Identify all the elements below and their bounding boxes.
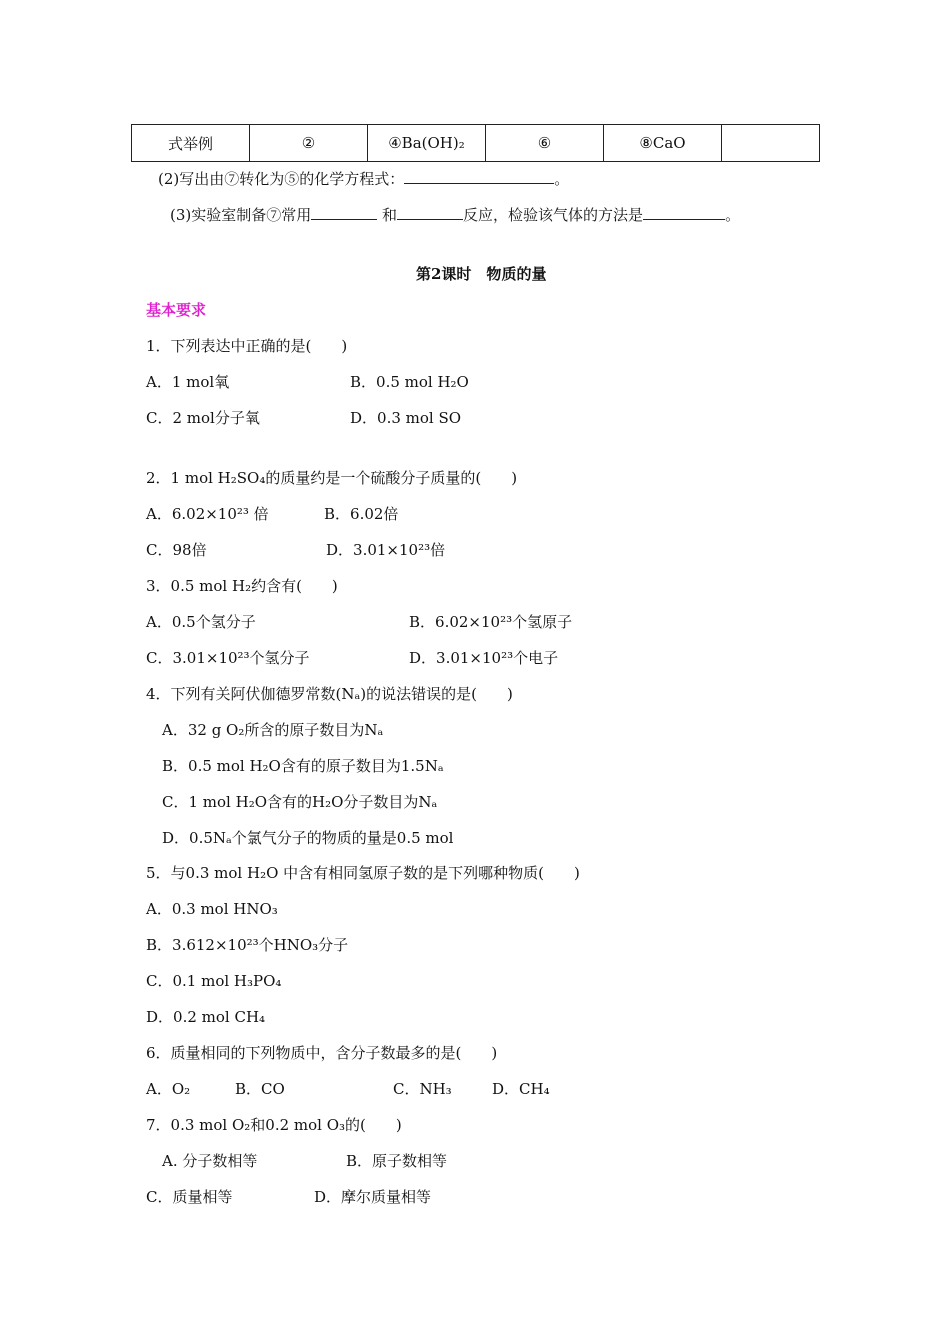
question-stem: 3．0.5 mol H₂约含有( ) (146, 577, 338, 595)
option-a: A．6.02×10²³ 倍 (146, 505, 269, 523)
option-d: D．0.3 mol SO (350, 409, 462, 427)
option-c: C．3.01×10²³个氢分子 (146, 649, 310, 667)
question-stem: 6．质量相同的下列物质中，含分子数最多的是( ) (146, 1044, 498, 1062)
answer-blank[interactable] (397, 204, 463, 220)
answer-blank[interactable] (404, 168, 554, 184)
table-cell (722, 125, 820, 162)
lesson-title: 第2课时 物质的量 (416, 265, 547, 283)
option-c: C．1 mol H₂O含有的H₂O分子数目为Nₐ (162, 793, 438, 811)
question-3-lab-prep: (3)实验室制备⑦常用 和 反应，检验该气体的方法是 。 (170, 206, 741, 224)
question-stem: 5．与0.3 mol H₂O 中含有相同氢原子数的是下列哪种物质( ) (146, 864, 580, 882)
option-b: B．0.5 mol H₂O (350, 373, 469, 391)
question-text: (2)写出由⑦转化为⑤的化学方程式： (158, 170, 405, 188)
option-d: D．0.2 mol CH₄ (146, 1008, 266, 1026)
option-c: C．NH₃ (393, 1080, 452, 1098)
option-a: A．32 g O₂所含的原子数目为Nₐ (162, 721, 384, 739)
option-b: B．0.5 mol H₂O含有的原子数目为1.5Nₐ (162, 757, 444, 775)
section-heading: 基本要求 (146, 301, 207, 319)
question-stem: 4．下列有关阿伏伽德罗常数(Nₐ)的说法错误的是( ) (146, 685, 513, 703)
table-row (132, 125, 820, 162)
table-cell: 式举例 (132, 125, 250, 162)
option-c: C．质量相等 (146, 1188, 233, 1206)
answer-blank[interactable] (643, 204, 725, 220)
table-cell: ④Ba(OH)₂ (368, 125, 486, 162)
option-d: D．3.01×10²³倍 (326, 541, 446, 559)
option-d: D．0.5Nₐ个氯气分子的物质的量是0.5 mol (162, 829, 454, 847)
option-c: C．98倍 (146, 541, 207, 559)
option-a: A．1 mol氧 (146, 373, 230, 391)
option-d: D．CH₄ (492, 1080, 550, 1098)
option-b: B．3.612×10²³个HNO₃分子 (146, 936, 349, 954)
question-text: (3)实验室制备⑦常用 (170, 206, 312, 224)
option-d: D．3.01×10²³个电子 (409, 649, 559, 667)
table-cell: ② (250, 125, 368, 162)
table-cell: ⑥ (486, 125, 604, 162)
option-b: B．CO (235, 1080, 285, 1098)
question-2-equation: (2)写出由⑦转化为⑤的化学方程式： 。 (158, 170, 570, 188)
option-a: A．0.5个氢分子 (146, 613, 256, 631)
question-stem: 1．下列表达中正确的是( ) (146, 337, 348, 355)
question-stem: 2．1 mol H₂SO₄的质量约是一个硫酸分子质量的( ) (146, 469, 518, 487)
option-c: C．0.1 mol H₃PO₄ (146, 972, 282, 990)
option-a: A. 分子数相等 (162, 1152, 258, 1170)
question-stem: 7．0.3 mol O₂和0.2 mol O₃的( ) (146, 1116, 402, 1134)
table-cell: ⑧CaO (604, 125, 722, 162)
option-a: A．O₂ (146, 1080, 191, 1098)
option-a: A．0.3 mol HNO₃ (146, 900, 278, 918)
option-d: D．摩尔质量相等 (314, 1188, 432, 1206)
option-b: B．原子数相等 (346, 1152, 448, 1170)
option-c: C．2 mol分子氧 (146, 409, 260, 427)
classification-table (131, 124, 820, 162)
answer-blank[interactable] (311, 204, 377, 220)
option-b: B．6.02×10²³个氢原子 (409, 613, 573, 631)
option-b: B．6.02倍 (324, 505, 399, 523)
